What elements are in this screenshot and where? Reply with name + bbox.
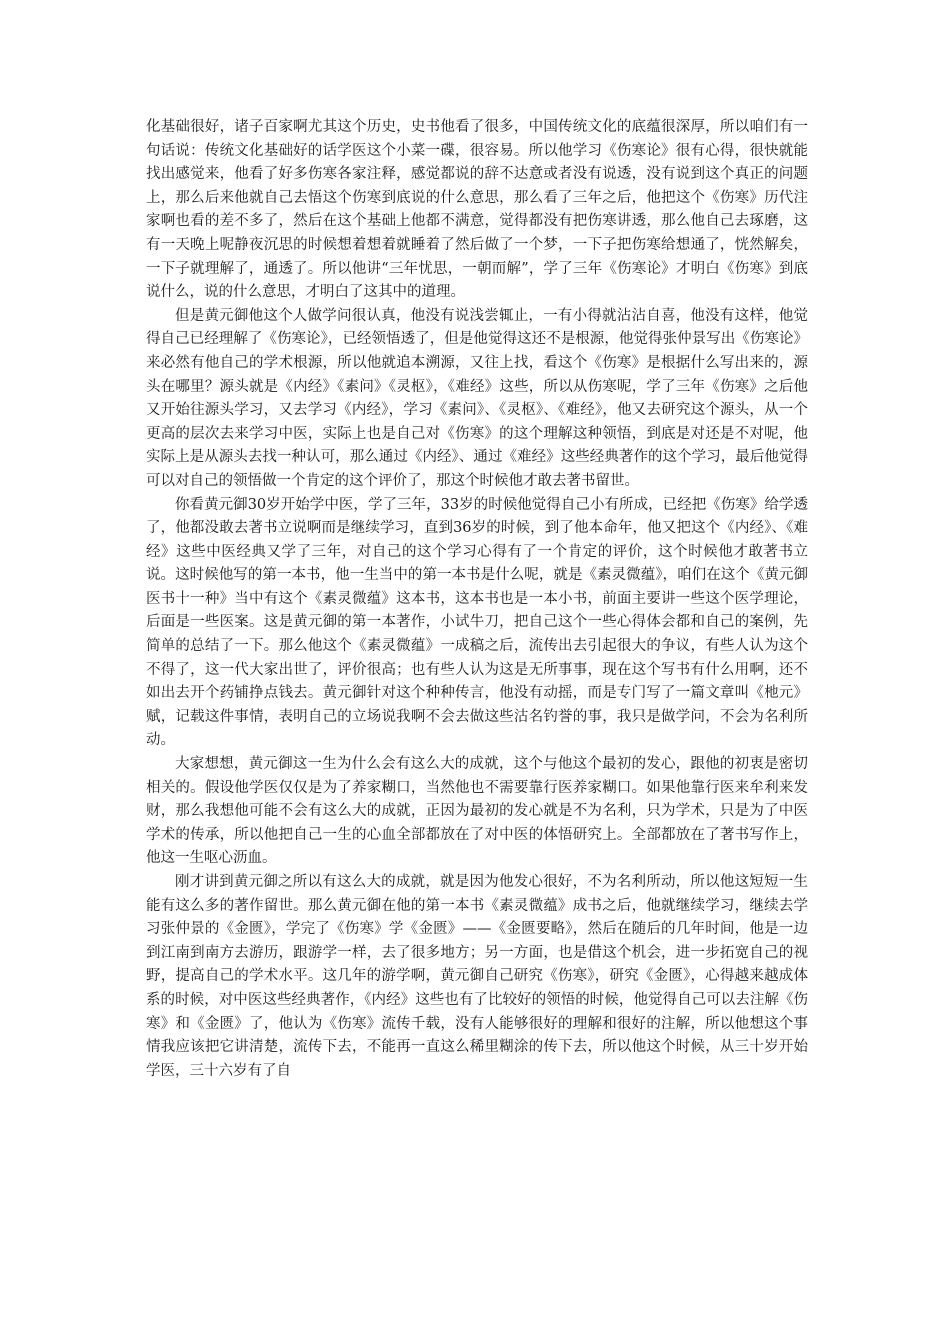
body-text (146, 116, 808, 1083)
paragraph: 你看黄元御30岁开始学中医，学了三年，33岁的时候他觉得自己小有所成，已经把《伤寒》给学透了，他都没敢去著书立说啊而是继续学习，直到36岁的时候，到了他本命年，他又把这个《内经》、《难经》这些中医经典又学了三年，对自己的这个学习心得有了一个肯定的评价，这个时候他才敢著书立说。这时候他写的第一本书，他一生当中的第一本书是什么呢，就是《素灵微蕴》，咱们在这个《黄元御医书十一种》当中有这个《素灵微蕴》这本书，这本书也是一本小书，前面主要讲一些这个医学理论，后面是一些医案。这是黄元御的第一本著作，小试牛刀，把自己这个一些心得体会都和自己的案例，先简单的总结了一下。那么他这个《素灵微蕴》一成稿之后，流传出去引起很大的争议，有些人认为这个不得了，这一代大家出世了，评价很高；也有些人认为这是无所事事，现在这个写书有什么用啊，还不如出去开个药铺挣点钱去。黄元御针对这个种种传言，他没有动摇，而是专门写了一篇文章叫《杝元》赋，记载这件事情，表明自己的立场说我啊不会去做这些沽名钓誉的事，我只是做学问，不会为名利所动。 (146, 496, 808, 749)
paragraph: 刚才讲到黄元御之所以有这么大的成就，就是因为他发心很好，不为名利所动，所以他这短短一生能有这么多的著作留世。那么黄元御在他的第一本书《素灵微蕴》成书之后，他就继续学习，继续去学习张仲景的《金匮》，学完了《伤寒》学《金匮》——《金匮要略》，然后在随后的几年时间，他是一边到江南到南方去游历，跟游学一样，去了很多地方；另一方面，也是借这个机会，进一步拓宽自己的视野，提高自己的学术水平。这几年的游学啊，黄元御自己研究《伤寒》，研究《金匮》，心得越来越成体系的时候，对中医这些经典著作，《内经》这些也有了比较好的领悟的时候，他觉得自己可以去注解《伤寒》和《金匮》了，他认为《伤寒》流传千载，没有人能够很好的理解和很好的注解，所以他想这个事情我应该把它讲清楚，流传下去，不能再一直这么稀里糊涂的传下去，所以他这个时候，从三十岁开始学医，三十六岁有了自 (146, 874, 808, 1079)
paragraph-continued: 化基础很好，诸子百家啊尤其这个历史，史书他看了很多，中国传统文化的底蕴很深厚，所以咱们有一句话说：传统文化基础好的话学医这个小菜一碟，很容易。所以他学习《伤寒论》很有心得，很快就能找出感觉来，他看了好多伤寒各家注释，感觉都说的辞不达意或者没有说透，没有说到这个真正的问题上，那么后来他就自己去悟这个伤寒到底说的什么意思，那么看了三年之后，他把这个《伤寒》历代注家啊也看的差不多了，然后在这个基础上他都不满意，觉得都没有把伤寒讲透，那么他自己去琢磨，这有一天晚上呢静夜沉思的时候想着想着就睡着了然后做了一个梦，一下子把伤寒给想通了，恍然解矣，一下子就理解了，通透了。所以他讲“三年忧思，一朝而解”，学了三年《伤寒论》才明白《伤寒》到底说什么，说的什么意思，才明白了这其中的道理。 (146, 119, 808, 301)
paragraph: 大家想想，黄元御这一生为什么会有这么大的成就，这个与他这个最初的发心，跟他的初衷是密切相关的。假设他学医仅仅是为了养家糊口，当然他也不需要靠行医养家糊口。如果他靠行医来牟利来发财，那么我想他可能不会有这么大的成就，正因为最初的发心就是不为名利，只为学术，只是为了中医学术的传承，所以他把自己一生的心血全部都放在了对中医的体悟研究上。全部都放在了著书写作上，他这一生呕心沥血。 (146, 756, 808, 867)
paragraph: 但是黄元御他这个人做学问很认真，他没有说浅尝辄止，一有小得就沾沾自喜，他没有这样，他觉得自己已经理解了《伤寒论》，已经领悟透了，但是他觉得这还不是根源，他觉得张仲景写出《伤寒论》来必然有他自己的学术根源，所以他就追本溯源，又往上找，看这个《伤寒》是根据什么写出来的，源头在哪里？源头就是《内经》《素问》《灵枢》，《难经》这些，所以从伤寒呢，学了三年《伤寒》之后他又开始往源头学习，又去学习《内经》，学习《素问》、《灵枢》、《难经》，他又去研究这个源头，从一个更高的层次去来学习中医，实际上也是自己对《伤寒》的这个理解这种领悟，到底是对还是不对呢，他实际上是从源头去找一种认可，那么通过《内经》、通过《难经》这些经典著作的这个学习，最后他觉得可以对自己的领悟做一个肯定的这个评价了，那这个时候他才敢去著书留世。 (146, 307, 808, 489)
